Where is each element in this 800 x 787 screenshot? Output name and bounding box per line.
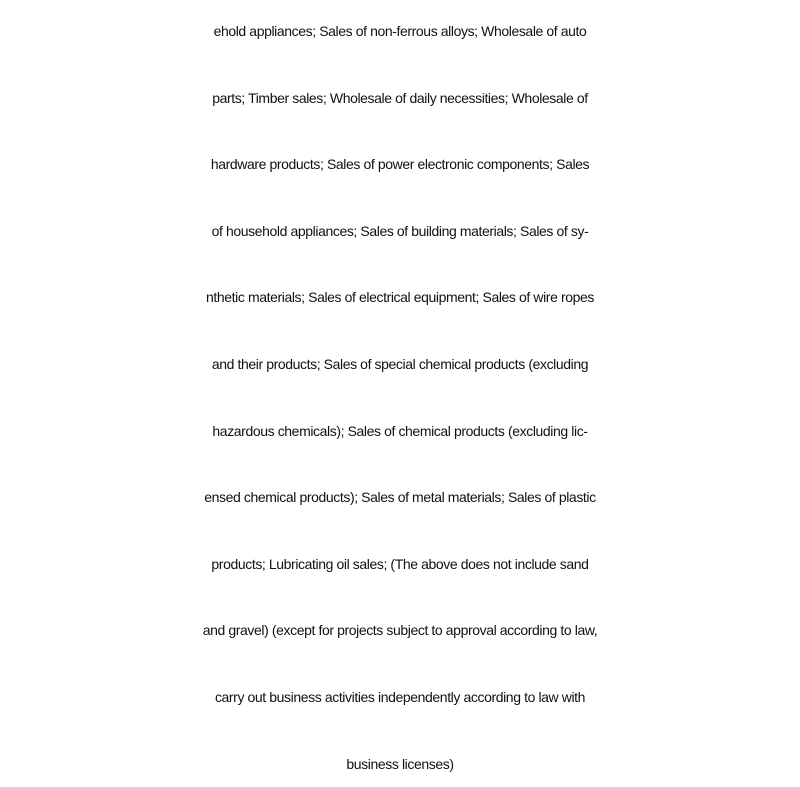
text-line: business licenses): [346, 756, 454, 772]
text-line: parts; Timber sales; Wholesale of daily necessities; Wholesale of: [212, 90, 588, 106]
text-line: nthetic materials; Sales of electrical equipment; Sales of wire ropes: [206, 289, 594, 305]
text-line: hazardous chemicals); Sales of chemical products (excluding lic-: [212, 423, 588, 439]
text-line: ehold appliances; Sales of non-ferrous alloys; Wholesale of auto: [213, 23, 587, 39]
text-line: products; Lubricating oil sales; (The above does not include sand: [211, 556, 589, 572]
text-line: and their products; Sales of special chemical products (excluding: [211, 356, 589, 372]
text-line: ensed chemical products); Sales of metal materials; Sales of plastic: [204, 489, 596, 505]
text-line: carry out business activities independently according to law with: [214, 689, 586, 705]
text-line: of household appliances; Sales of building materials; Sales of sy-: [211, 223, 589, 239]
text-line: hardware products; Sales of power electronic components; Sales: [210, 156, 590, 172]
text-line: and gravel) (except for projects subject to approval according to law,: [202, 622, 598, 638]
